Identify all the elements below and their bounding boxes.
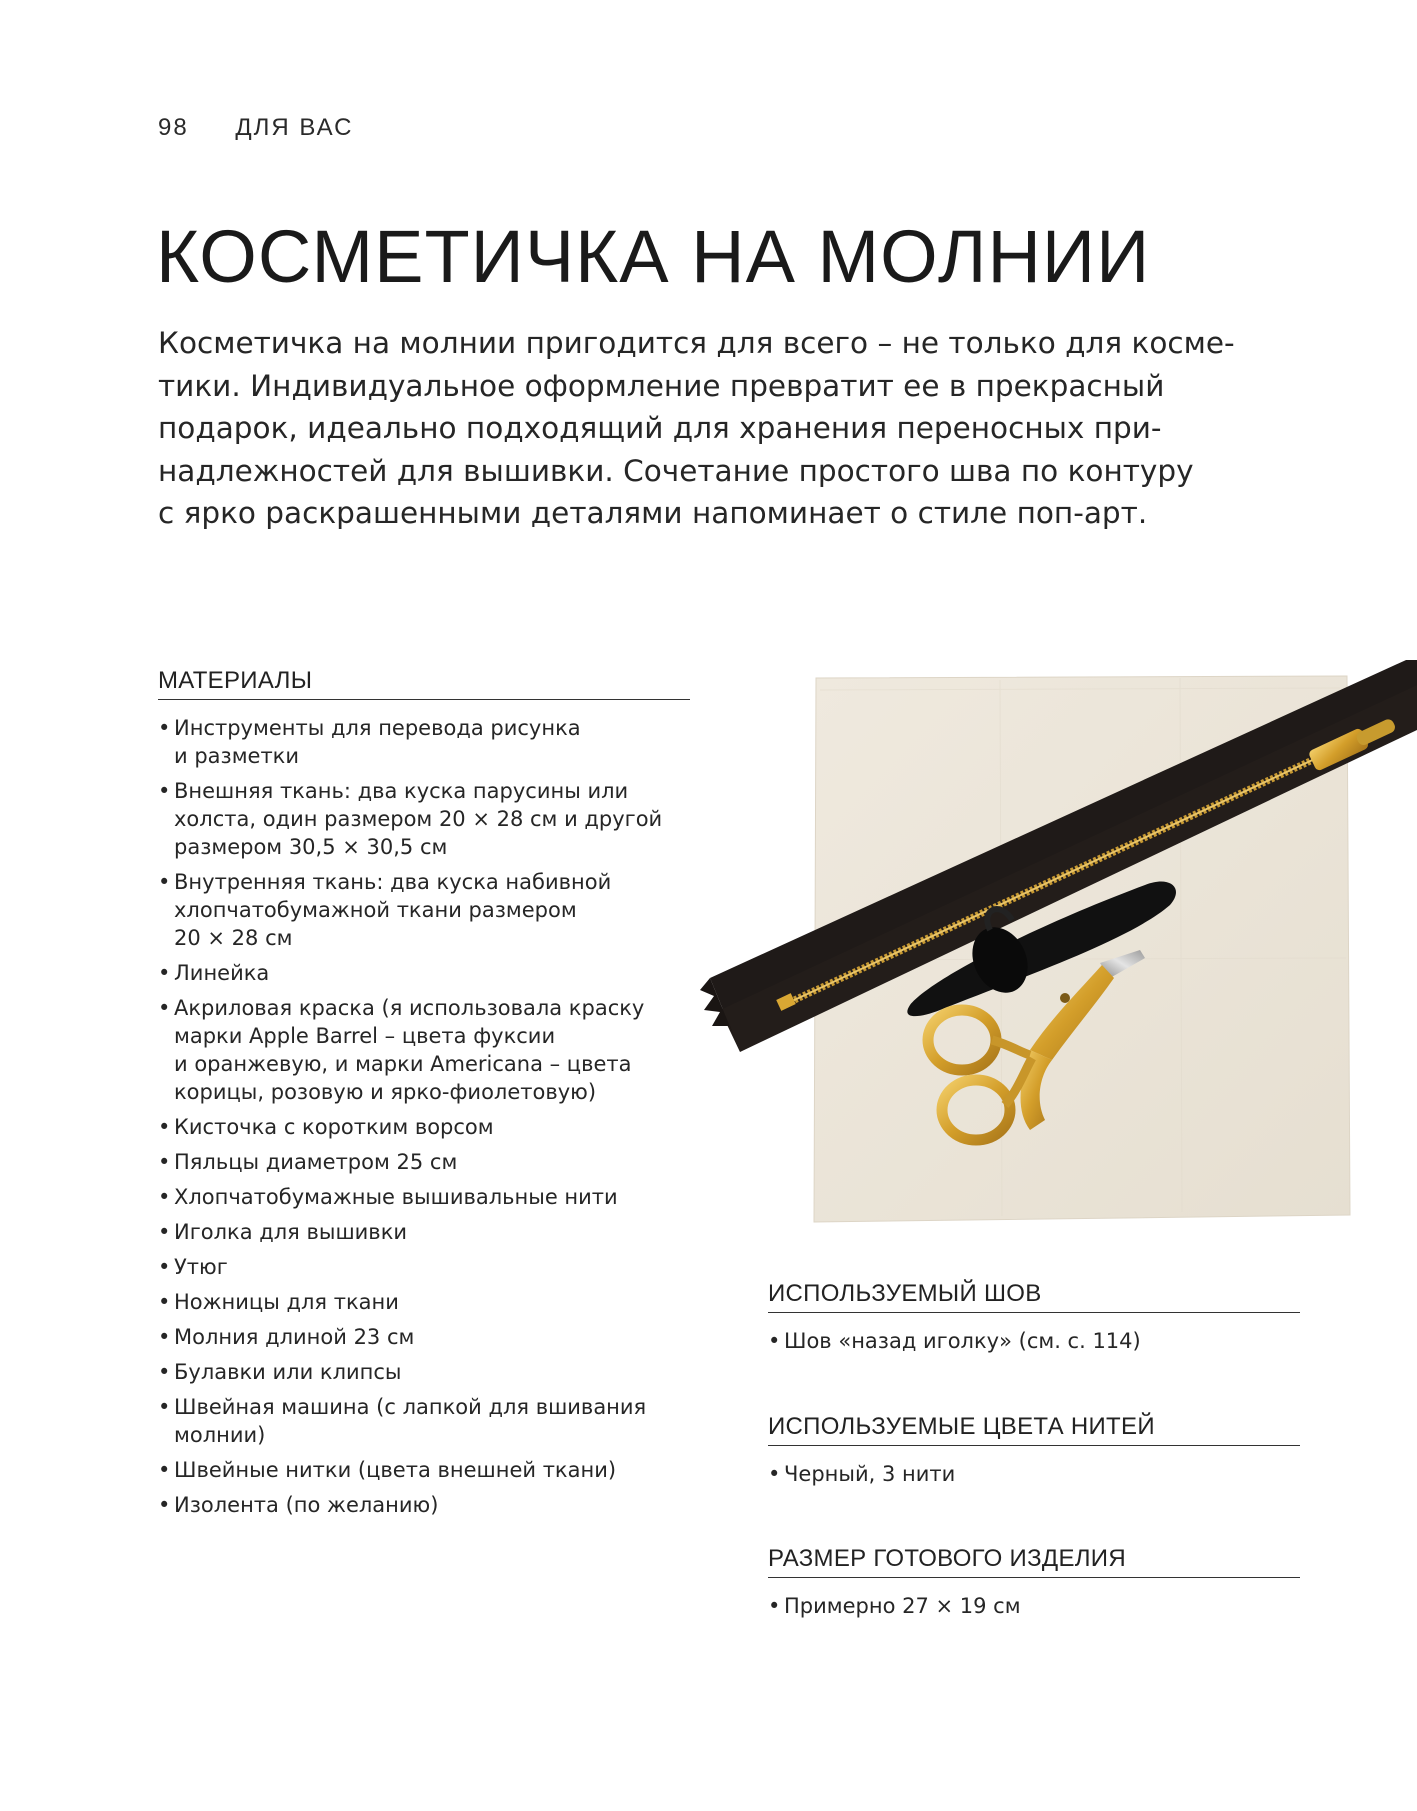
thread-colors-list bbox=[768, 1460, 1300, 1488]
list-item: • Изолента (по желанию) bbox=[158, 1491, 690, 1519]
finished-size-heading: РАЗМЕР ГОТОВОГО ИЗДЕЛИЯ bbox=[768, 1545, 1300, 1578]
materials-heading: МАТЕРИАЛЫ bbox=[158, 667, 690, 700]
list-item: • Линейка bbox=[158, 959, 690, 987]
list-item: • Инструменты для перевода рисунка и разметки bbox=[158, 714, 690, 770]
running-header bbox=[158, 114, 353, 142]
stitches-list bbox=[768, 1327, 1300, 1355]
list-item: • Кисточка с коротким ворсом bbox=[158, 1113, 690, 1141]
materials-list bbox=[158, 714, 690, 1519]
list-item: • Внутренняя ткань: два куска набивной хлопчатобумажной ткани размером 20 × 28 см bbox=[158, 868, 690, 952]
list-item: • Булавки или клипсы bbox=[158, 1358, 690, 1386]
list-item: • Примерно 27 × 19 см bbox=[768, 1592, 1300, 1620]
page-number: 98 bbox=[158, 114, 189, 141]
page-title: КОСМЕТИЧКА НА МОЛНИИ bbox=[156, 215, 1151, 298]
thread-colors-heading: ИСПОЛЬЗУЕМЫЕ ЦВЕТА НИТЕЙ bbox=[768, 1413, 1300, 1446]
section-name: ДЛЯ ВАС bbox=[235, 114, 354, 141]
list-item: • Молния длиной 23 см bbox=[158, 1323, 690, 1351]
intro-paragraph bbox=[158, 322, 1268, 535]
list-item: • Швейная машина (с лапкой для вшивания молнии) bbox=[158, 1393, 690, 1449]
thread-colors-section bbox=[768, 1413, 1300, 1495]
list-item: • Внешняя ткань: два куска парусины или холста, один размером 20 × 28 см и другой размером 30,5 × 30,5 см bbox=[158, 777, 690, 861]
list-item: • Ножницы для ткани bbox=[158, 1288, 690, 1316]
materials-photo bbox=[700, 660, 1417, 1230]
list-item: • Утюг bbox=[158, 1253, 690, 1281]
intro-line: с ярко раскрашенными деталями напоминает о стиле поп-арт. bbox=[158, 496, 1148, 530]
list-item: • Швейные нитки (цвета внешней ткани) bbox=[158, 1456, 690, 1484]
stitches-heading: ИСПОЛЬЗУЕМЫЙ ШОВ bbox=[768, 1280, 1300, 1313]
intro-line: Косметичка на молнии пригодится для всего – не только для косме- bbox=[158, 326, 1235, 360]
list-item: • Акриловая краска (я использовала краску марки Apple Barrel – цвета фуксии и оранжевую, и марки Americana – цвета корицы, розовую и ярко-фиолетовую) bbox=[158, 994, 690, 1106]
list-item: • Черный, 3 нити bbox=[768, 1460, 1300, 1488]
finished-size-list bbox=[768, 1592, 1300, 1620]
list-item: • Иголка для вышивки bbox=[158, 1218, 690, 1246]
finished-size-section bbox=[768, 1545, 1300, 1627]
list-item: • Шов «назад иголку» (см. с. 114) bbox=[768, 1327, 1300, 1355]
intro-line: надлежностей для вышивки. Сочетание простого шва по контуру bbox=[158, 453, 1194, 488]
intro-line: подарок, идеально подходящий для хранения переносных при- bbox=[158, 411, 1162, 445]
stitches-section bbox=[768, 1280, 1300, 1362]
intro-line: тики. Индивидуальное оформление превратит ее в прекрасный bbox=[158, 368, 1165, 403]
list-item: • Хлопчатобумажные вышивальные нити bbox=[158, 1183, 690, 1211]
materials-section bbox=[158, 667, 690, 1526]
list-item: • Пяльцы диаметром 25 см bbox=[158, 1148, 690, 1176]
